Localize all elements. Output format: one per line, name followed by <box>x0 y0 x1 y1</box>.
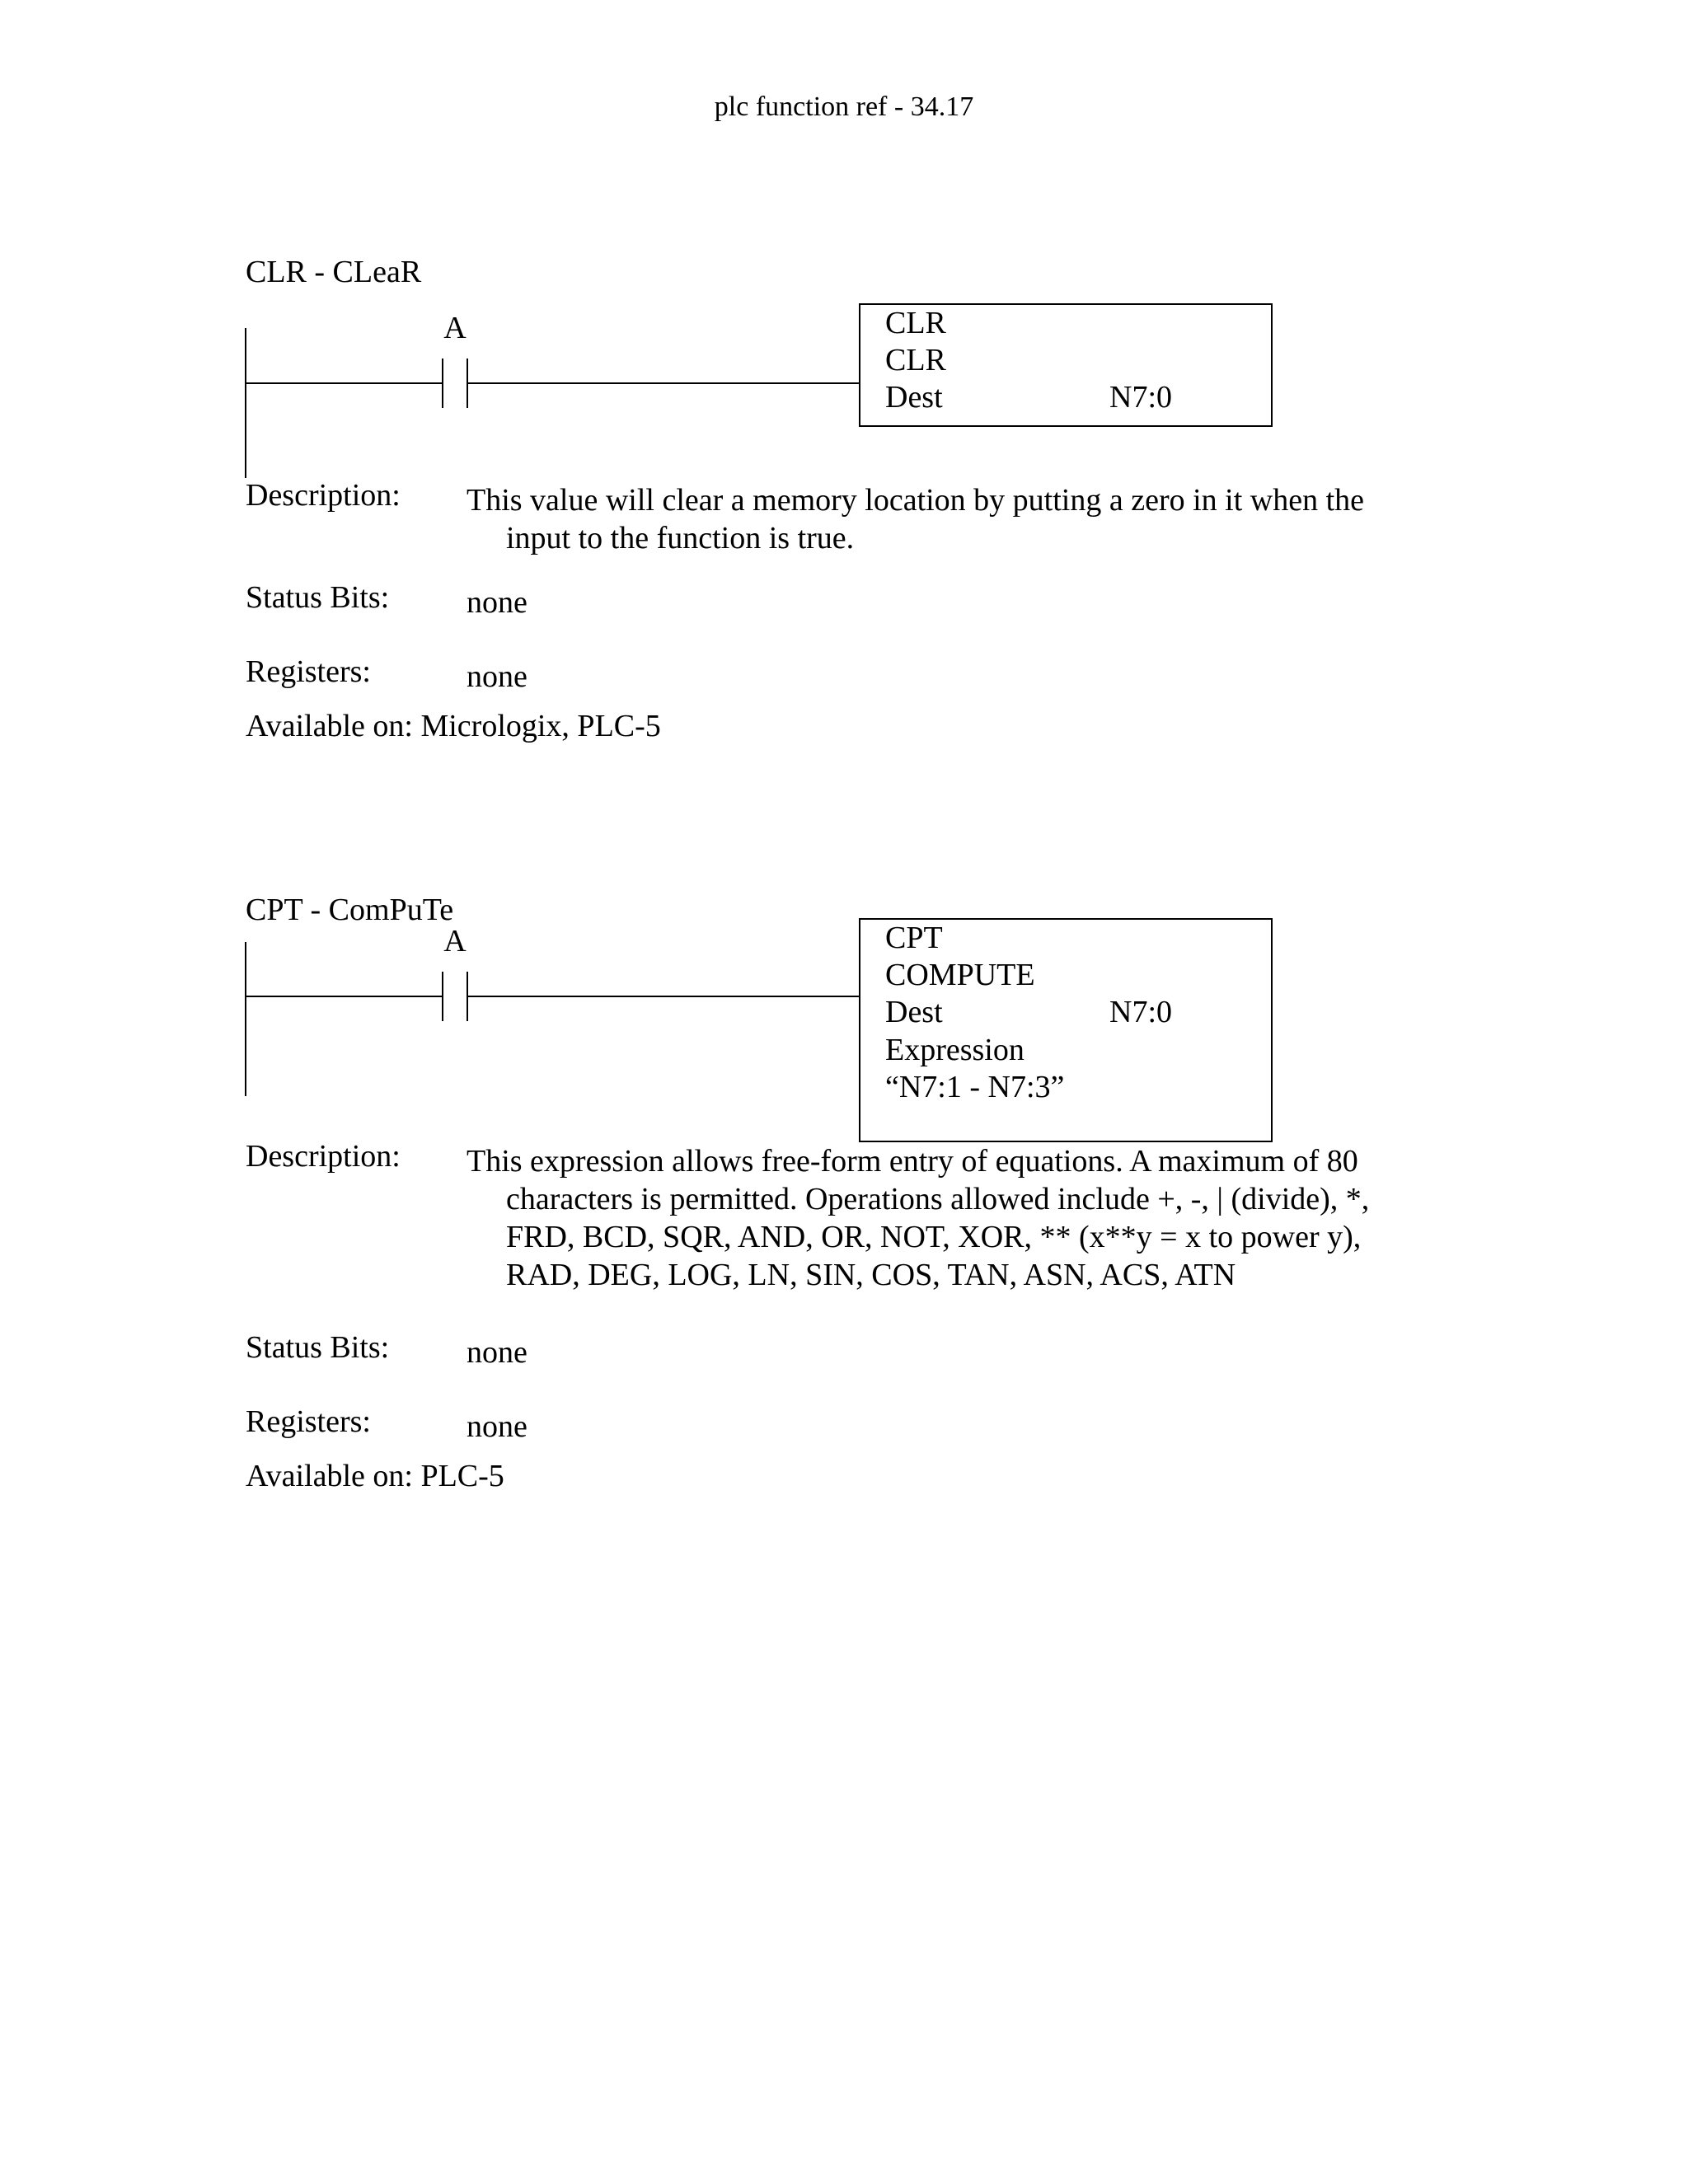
registers-label: Registers: <box>246 654 371 689</box>
box-dest-value: N7:0 <box>1109 380 1172 415</box>
section-title: CPT - ComPuTe <box>246 893 454 927</box>
registers-value: none <box>467 659 528 694</box>
box-line-dest-label: Dest <box>885 380 943 415</box>
description-label: Description: <box>246 1139 401 1174</box>
registers-value: none <box>467 1409 528 1444</box>
available-on: Available on: Micrologix, PLC-5 <box>246 709 661 743</box>
box-line-expression-value: “N7:1 - N7:3” <box>885 1070 1065 1104</box>
page-header: plc function ref - 34.17 <box>714 91 974 122</box>
contact-label: A <box>443 311 467 345</box>
status-bits-label: Status Bits: <box>246 580 390 615</box>
box-line-mnemonic: CLR <box>885 306 946 340</box>
description-text: This value will clear a memory location by putting a zero in it when the input to the function is true. <box>467 483 1365 555</box>
contact-label: A <box>443 924 467 958</box>
available-on: Available on: PLC-5 <box>246 1459 504 1493</box>
description-label: Description: <box>246 478 401 513</box>
box-line-expression-label: Expression <box>885 1033 1025 1067</box>
box-line-name: CLR <box>885 343 946 377</box>
box-line-mnemonic: CPT <box>885 921 943 955</box>
function-block-cpt <box>859 918 1273 1142</box>
box-line-dest-label: Dest <box>885 995 943 1029</box>
section-title: CLR - CLeaR <box>246 255 422 289</box>
status-bits-value: none <box>467 1335 528 1370</box>
status-bits-label: Status Bits: <box>246 1330 390 1365</box>
box-line-name: COMPUTE <box>885 958 1035 992</box>
box-dest-value: N7:0 <box>1109 995 1172 1029</box>
registers-label: Registers: <box>246 1404 371 1439</box>
description-text: This expression allows free-form entry of equations. A maximum of 80 characters is permitted. Operations allowed include +, -, | (divide), *, FRD, BCD, SQR, AND, OR, NOT, XOR, ** (x**y = x to power y), RAD, DEG, LOG, LN, SIN, COS, TAN, ASN, ACS, ATN <box>467 1144 1370 1292</box>
status-bits-value: none <box>467 585 528 620</box>
